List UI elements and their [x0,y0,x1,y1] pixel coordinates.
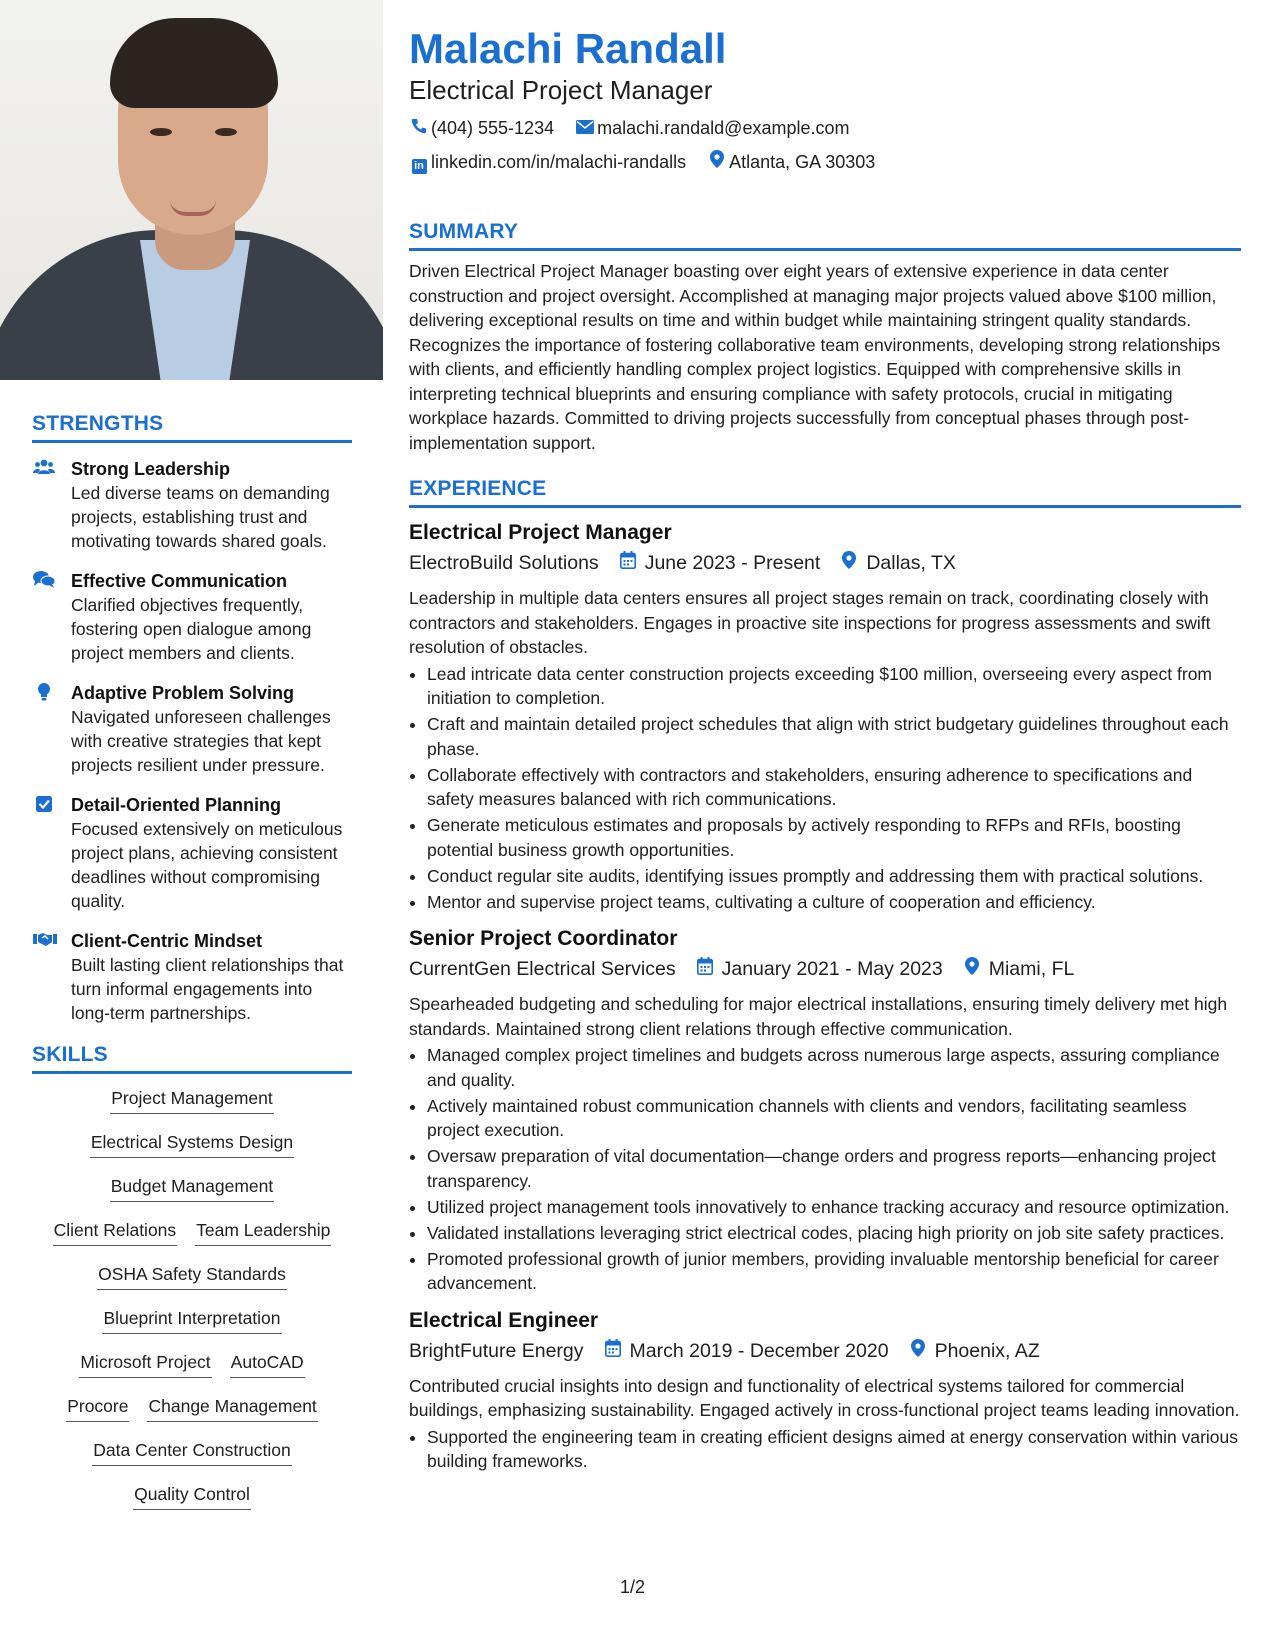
job-bullet: • Utilized project management tools innovatively to enhance tracking accuracy and resource optimization. [427,1195,1241,1220]
job-bullet: • Actively maintained robust communication channels with clients and vendors, facilitating seamless project execution. [427,1094,1241,1143]
job-title: Electrical Engineer [409,1308,599,1332]
job-summary: Leadership in multiple data centers ensures all project stages remain on track, coordinating closely with contractors and stakeholders. Engages in proactive site inspections for progress assessments and swift resolution of obstacles. [409,588,1211,657]
map-pin-icon [838,548,860,578]
skill-tag: AutoCAD [230,1350,305,1378]
job-summary: Contributed crucial insights into design and functionality of electrical systems tailored for commercial buildings, emphasizing sustainability. Engaged actively in cross-functional project teams leading innovation. [409,1375,1240,1420]
strength-item [32,457,352,553]
job-dates: June 2023 - Present [644,552,821,574]
job-location: Phoenix, AZ [934,1339,1040,1362]
skill-row [32,1262,352,1292]
phone-text: (404) 555-1234 [431,118,555,138]
job-title: Electrical Project Manager [409,521,672,544]
skill-tag: Quality Control [133,1482,251,1510]
lightbulb-icon [33,682,55,702]
skills-section [32,1043,352,1512]
skill-tag: Team Leadership [195,1218,331,1246]
strength-item [32,793,352,913]
job-location: Dallas, TX [866,552,956,574]
calendar-icon [602,1336,624,1366]
strength-title: Detail-Oriented Planning [71,795,282,815]
job-bullets [409,1425,1241,1474]
job-bullet: • Promoted professional growth of junior members, providing invaluable mentorship beneficial for career advancement. [427,1247,1241,1296]
job-bullet: • Supported the engineering team in creating efficient designs aimed at energy conservation within various building frameworks. [427,1425,1241,1474]
strength-item [32,929,352,1025]
strengths-section [32,412,352,1025]
job-bullet: • Craft and maintain detailed project schedules that align with strict budgetary guidelines throughout each phase. [427,712,1241,761]
job-bullet: • Managed complex project timelines and budgets across numerous large aspects, assuring compliance and quality. [427,1043,1241,1092]
skill-row [32,1482,352,1512]
summary-heading: SUMMARY [409,220,1241,251]
linkedin-text: linkedin.com/in/malachi-randalls [431,152,687,172]
skills-heading: SKILLS [32,1043,352,1074]
phone-icon [409,114,429,146]
strength-title: Effective Communication [71,571,288,591]
job-bullets [409,662,1241,915]
skill-tag: Procore [66,1394,129,1422]
skill-row [32,1086,352,1116]
skill-tag: Blueprint Interpretation [102,1306,281,1334]
contact-line-2 [409,146,1241,180]
comments-icon [33,570,55,590]
job-company: BrightFuture Energy [409,1339,584,1362]
strength-item [32,569,352,665]
calendar-icon [694,954,716,984]
profile-photo [0,0,383,380]
calendar-icon [617,548,639,578]
job-bullet: • Lead intricate data center construction projects exceeding $100 million, overseeing every aspect from initiation to completion. [427,662,1241,711]
job-meta [409,1336,1241,1366]
skill-row [32,1306,352,1336]
contact-line-1 [409,112,1241,146]
skill-tag: Microsoft Project [79,1350,211,1378]
skill-tag: Project Management [110,1086,273,1114]
job-entry [409,518,1241,914]
left-sidebar [0,0,383,1650]
strengths-heading: STRENGTHS [32,412,352,443]
email-contact[interactable] [575,112,849,146]
checkbox-icon [33,794,55,814]
main-content [409,24,1241,1475]
job-bullet: • Generate meticulous estimates and proposals by actively responding to RFPs and RFIs, boosting potential business growth opportunities. [427,813,1241,862]
job-meta [409,954,1241,984]
candidate-name: Malachi Randall [409,25,727,72]
job-location: Miami, FL [988,958,1075,980]
job-dates: March 2019 - December 2020 [629,1339,889,1362]
location-contact [707,146,875,180]
job-company: CurrentGen Electrical Services [409,958,676,980]
job-company: ElectroBuild Solutions [409,552,599,574]
skill-row [32,1350,352,1380]
job-dates: January 2021 - May 2023 [721,958,943,980]
skill-tag: Data Center Construction [92,1438,291,1466]
phone-contact[interactable] [409,112,554,146]
experience-section [409,477,1241,1474]
skill-row [32,1394,352,1424]
job-bullet: • Conduct regular site audits, identifying issues promptly and addressing them with practical solutions. [427,864,1241,889]
skill-tag: Client Relations [53,1218,178,1246]
strength-desc: Focused extensively on meticulous project plans, achieving consistent deadlines without compromising quality. [71,819,343,911]
strength-desc: Clarified objectives frequently, fostering open dialogue among project members and clients. [71,595,312,663]
job-summary: Spearheaded budgeting and scheduling for major electrical installations, ensuring timely delivery met high standards. Maintained strong client relations through effective communication. [409,994,1228,1039]
strength-title: Strong Leadership [71,459,231,479]
envelope-icon [575,114,595,146]
experience-heading: EXPERIENCE [409,477,1241,508]
job-bullet: • Collaborate effectively with contractors and stakeholders, ensuring adherence to specifications and safety measures balanced with rich communications. [427,763,1241,812]
strength-title: Adaptive Problem Solving [71,683,295,703]
linkedin-contact[interactable] [409,146,686,180]
job-entry [409,924,1241,1296]
handshake-icon [33,930,55,950]
job-entry [409,1306,1241,1474]
email-text: malachi.randald@example.com [597,118,850,138]
map-pin-icon [907,1336,929,1366]
strength-desc: Navigated unforeseen challenges with creative strategies that kept projects resilient under pressure. [71,707,331,775]
users-icon [33,458,55,478]
strength-desc: Built lasting client relationships that turn informal engagements into long-term partnerships. [71,955,344,1023]
skill-tag: Change Management [147,1394,317,1422]
linkedin-icon: in [409,148,429,180]
job-bullet: • Validated installations leveraging strict electrical codes, placing high priority on job site safety practices. [427,1221,1241,1246]
strength-title: Client-Centric Mindset [71,931,263,951]
skill-tag: OSHA Safety Standards [97,1262,287,1290]
candidate-role: Electrical Project Manager [409,75,713,105]
summary-section [409,220,1241,455]
location-text: Atlanta, GA 30303 [729,152,876,172]
skill-row [32,1130,352,1160]
skill-row [32,1174,352,1204]
strength-item [32,681,352,777]
map-pin-icon [707,148,727,180]
page-number: 1/2 [620,1577,646,1597]
strength-desc: Led diverse teams on demanding projects, establishing trust and motivating towards shared goals. [71,483,330,551]
job-bullet: • Oversaw preparation of vital documentation—change orders and progress reports—enhancing project transparency. [427,1144,1241,1193]
skill-tag: Electrical Systems Design [90,1130,294,1158]
job-title: Senior Project Coordinator [409,927,678,950]
job-bullets [409,1043,1241,1296]
skill-row [32,1218,352,1248]
job-bullet: • Mentor and supervise project teams, cultivating a culture of cooperation and efficiency. [427,890,1241,915]
map-pin-icon [961,954,983,984]
skill-tag: Budget Management [110,1174,274,1202]
job-meta [409,548,1241,578]
skill-row [32,1438,352,1468]
summary-text: Driven Electrical Project Manager boasting over eight years of extensive experience in data center construction and project oversight. Accomplished at managing major projects valued above $100 million, delivering exceptional results on time and within budget while maintaining stringent quality standards. Recognizes the importance of fostering collaborative team environments, developing strong relationships with clients, and efficiently handling complex project logistics. Equipped with comprehensive skills in interpreting technical blueprints and ensuring compliance with safety protocols, crucial in mitigating workplace hazards. Committed to driving projects successfully from conceptual phases through post-implementation support. [409,261,1221,453]
